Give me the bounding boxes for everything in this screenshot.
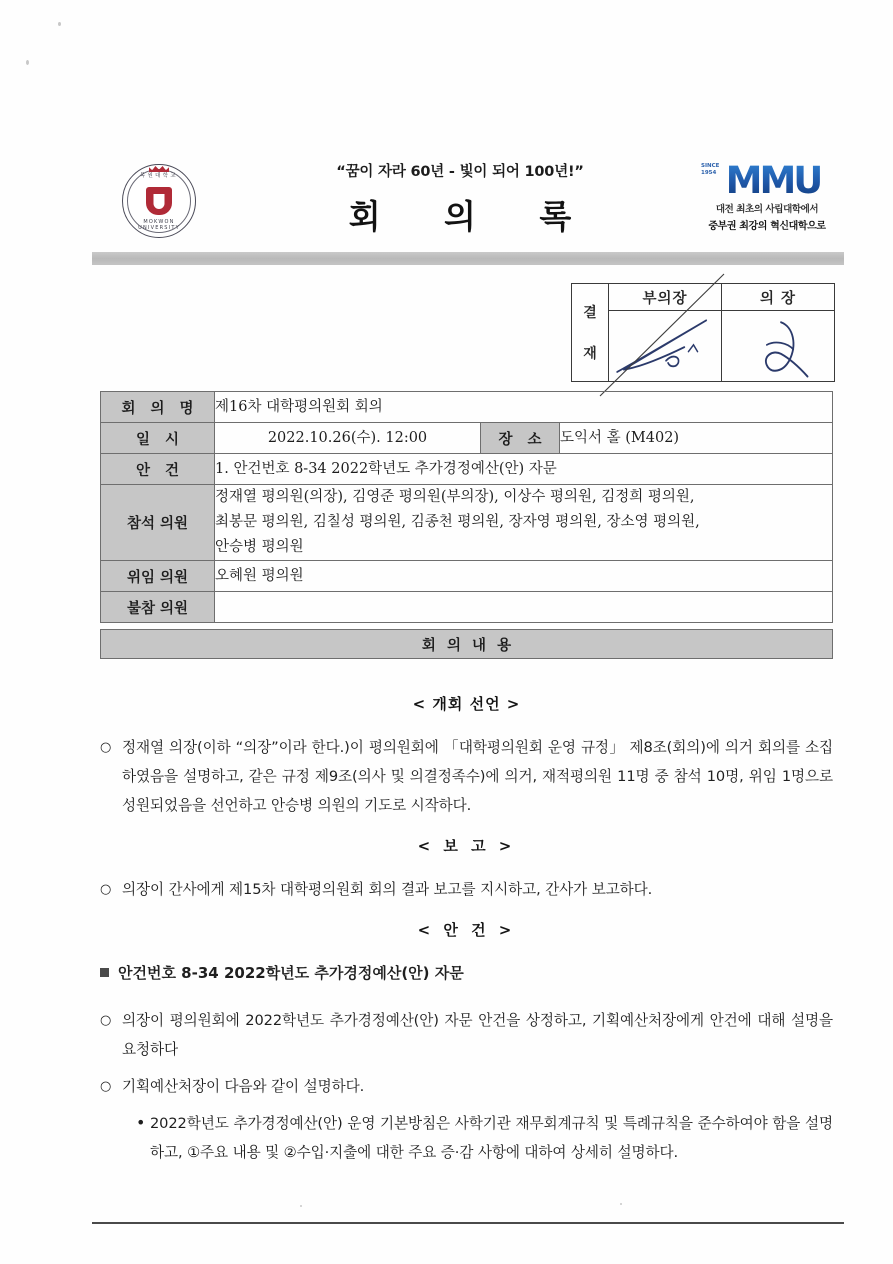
page-bottom-rule xyxy=(92,1222,844,1224)
meeting-info-table xyxy=(100,391,833,623)
seal-bottom-text: MOKWON UNIVERSITY xyxy=(138,219,180,231)
label-absent: 불참 의원 xyxy=(101,592,215,623)
table-row-datetime xyxy=(101,423,833,454)
value-meeting-name: 제16차 대학평의원회 회의 xyxy=(215,392,833,423)
signature-chair xyxy=(722,311,834,381)
agenda-heading-text: 안건번호 8-34 2022학년도 추가경정예산(안) 자문 xyxy=(118,964,464,982)
paragraph-agenda-item-1 xyxy=(100,1006,833,1064)
approval-title-vice-chair: 부의장 xyxy=(609,284,721,311)
value-attendees xyxy=(215,485,833,561)
value-delegated: 오혜원 평의원 xyxy=(215,561,833,592)
attendee-line: 정재열 평의원(의장), 김영준 평의원(부의장), 이상수 평의원, 김정희 평의원, xyxy=(215,489,695,505)
approval-column-vice-chair xyxy=(609,284,721,381)
label-meeting-name: 회 의 명 xyxy=(101,392,215,423)
paragraph-agenda-item-1-text: 의장이 평의원회에 2022학년도 추가경정예산(안) 자문 안건을 상정하고, 기획예산처장에게 안건에 대해 설명을 요청하다 xyxy=(122,1012,833,1058)
mmu-logo xyxy=(699,159,835,232)
tagline: “꿈이 자라 60년 - 빛이 되어 100년!” xyxy=(336,164,584,180)
value-agenda: 1. 안건번호 8-34 2022학년도 추가경정예산(안) 자문 xyxy=(215,454,833,485)
logo-subtitle-1: 대전 최초의 사립대학에서 xyxy=(715,204,819,215)
agenda-heading xyxy=(100,959,833,988)
square-bullet-icon xyxy=(100,968,109,977)
attendee-line: 안승병 평의원 xyxy=(215,539,304,555)
document-header xyxy=(100,160,835,242)
header-divider-bar xyxy=(92,252,844,265)
approval-stamp-box xyxy=(571,283,835,382)
paragraph-agenda-item-2 xyxy=(100,1072,833,1101)
label-place: 장 소 xyxy=(481,423,560,454)
scan-speck xyxy=(58,22,61,26)
signature-vice-chair xyxy=(609,311,721,381)
bullet-circle-icon: ○ xyxy=(100,1079,112,1094)
section-title-opening: < 개회 선언 > xyxy=(412,695,521,713)
meeting-body xyxy=(100,678,833,1167)
paragraph-report xyxy=(100,875,833,904)
table-row-meeting-name xyxy=(101,392,833,423)
scan-speck xyxy=(620,1203,622,1205)
paragraph-agenda-item-2-text: 기획예산처장이 다음와 같이 설명하다. xyxy=(122,1078,365,1095)
scan-speck xyxy=(300,1205,302,1207)
attendee-line: 최봉문 평의원, 김칠성 평의원, 김종천 평의원, 장자영 평의원, 장소영 평의원, xyxy=(215,514,700,530)
paragraph-opening xyxy=(100,733,833,820)
approval-title-chair: 의 장 xyxy=(722,284,834,311)
value-absent xyxy=(215,592,833,623)
paragraph-report-text: 의장이 간사에게 제15차 대학평의원회 회의 결과 보고를 지시하고, 간사가 보고하다. xyxy=(122,881,653,898)
table-row-absent xyxy=(101,592,833,623)
bullet-circle-icon: ○ xyxy=(100,882,112,897)
scan-speck xyxy=(26,60,29,65)
logo-wordmark: MMU xyxy=(699,162,835,200)
bullet-dot-icon: • xyxy=(136,1113,146,1132)
approval-label xyxy=(572,284,609,381)
paragraph-agenda-subitem-1 xyxy=(136,1109,833,1167)
label-datetime: 일 시 xyxy=(101,423,215,454)
approval-column-chair xyxy=(721,284,834,381)
section-title-agenda: < 안 건 > xyxy=(417,921,516,939)
table-row-agenda xyxy=(101,454,833,485)
approval-label-char-1: 결 xyxy=(583,305,597,322)
bullet-circle-icon: ○ xyxy=(100,1013,112,1028)
table-row-delegated xyxy=(101,561,833,592)
paragraph-agenda-subitem-1-text: 2022학년도 추가경정예산(안) 운영 기본방침은 사학기관 재무회계규칙 및 특례규칙을 준수하여야 함을 설명하고, ①주요 내용 및 ②수입·지출에 대한 주요 증·감 사항에 대하여 상세히 설명하다. xyxy=(150,1115,833,1161)
page-title: 회 의 록 xyxy=(348,197,598,236)
university-seal-icon xyxy=(122,164,196,238)
label-agenda: 안 건 xyxy=(101,454,215,485)
bullet-circle-icon: ○ xyxy=(100,740,112,755)
label-attendees: 참석 의원 xyxy=(101,485,215,561)
paragraph-opening-text: 정재열 의장(이하 “의장”이라 한다.)이 평의원회에 「대학평의원회 운영 규정」 제8조(회의)에 의거 회의를 소집하였음을 설명하고, 같은 규정 제9조(의사 및 의결정족수)에 의거, 재적평의원 11명 중 참석 10명, 위임 1명으로 성원되었음을 선언하고 안승병 의원의 기도로 시작하다. xyxy=(122,739,833,814)
value-datetime: 2022.10.26(수). 12:00 xyxy=(215,423,481,454)
section-title-report: < 보 고 > xyxy=(417,837,516,855)
content-section-banner: 회 의 내 용 xyxy=(100,629,833,659)
logo-since-text: SINCE 1954 xyxy=(701,163,720,176)
label-delegated: 위임 의원 xyxy=(101,561,215,592)
table-row-attendees xyxy=(101,485,833,561)
logo-subtitle-2: 중부권 최강의 혁신대학으로 xyxy=(708,221,826,232)
value-place: 도익서 홀 (M402) xyxy=(560,423,833,454)
approval-label-char-2: 재 xyxy=(583,345,597,362)
seal-top-text: 목원대학교 xyxy=(139,173,179,179)
header-center xyxy=(230,160,690,238)
